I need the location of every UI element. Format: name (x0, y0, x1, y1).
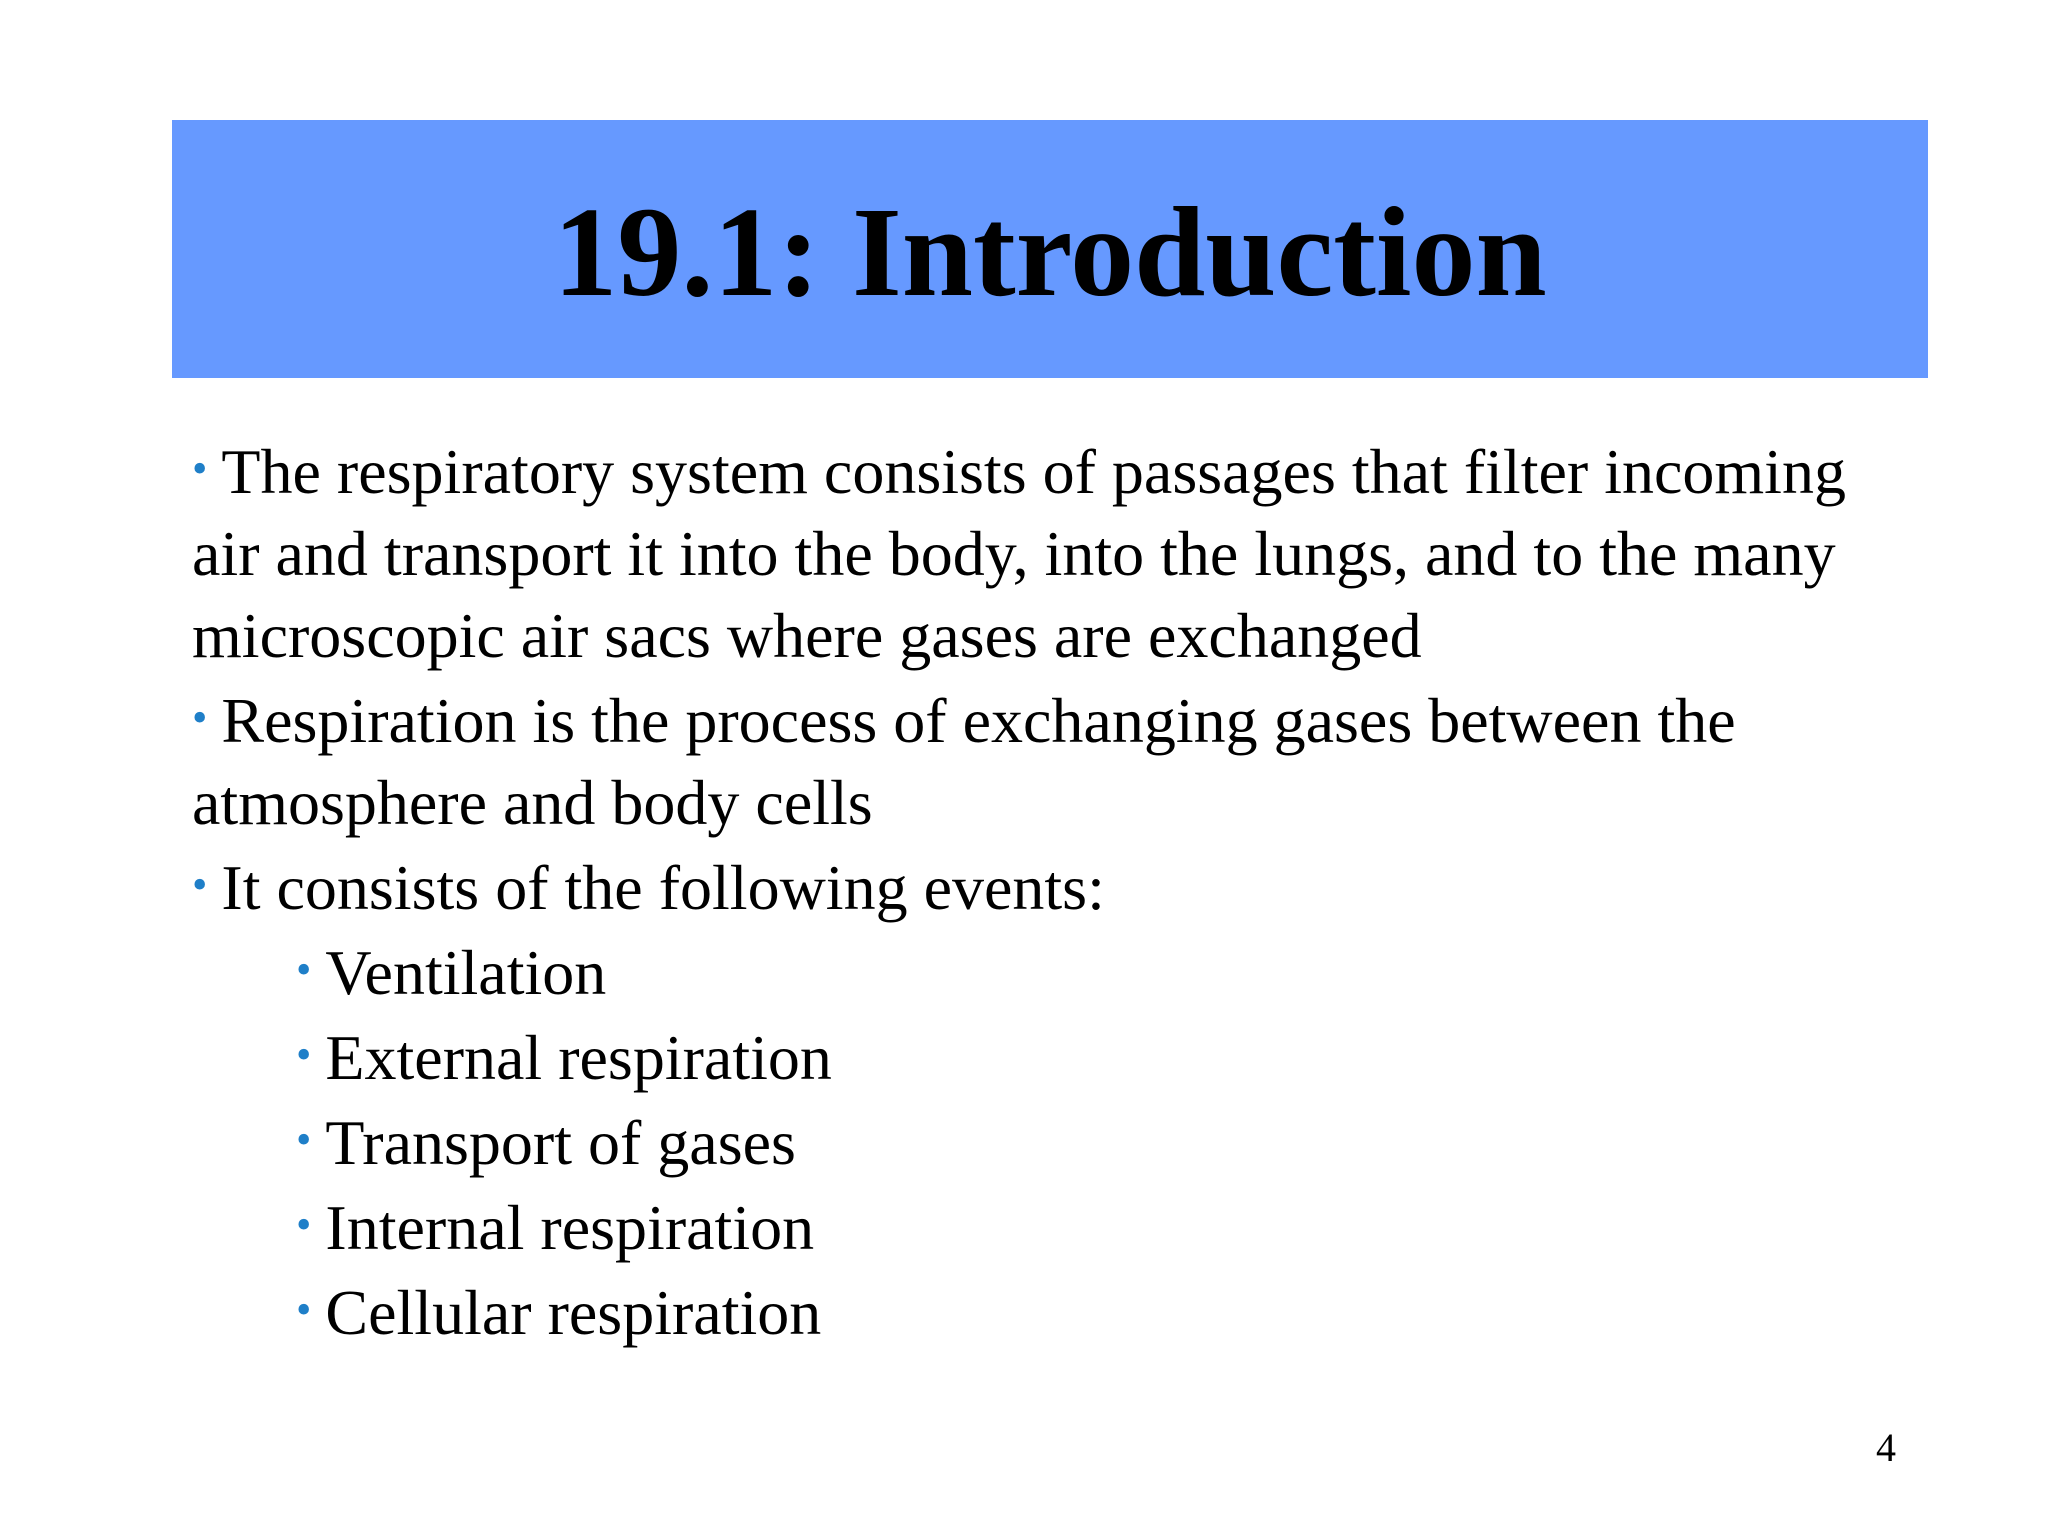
sub-bullet-item-cellular-respiration (296, 1269, 1922, 1354)
bullet-icon: • (296, 1030, 312, 1079)
bullet-text: Respiration is the process of exchanging gases between the atmosphere and body cells (192, 685, 1736, 838)
events-list (192, 929, 1922, 1354)
sub-bullet-text: Transport of gases (325, 1107, 796, 1178)
sub-bullet-item-internal-respiration (296, 1184, 1922, 1269)
bullet-text: The respiratory system consists of passages that filter incoming air and transport it into the body, into the lungs, and to the many microscopic air sacs where gases are exchanged (192, 436, 1846, 671)
bullet-item-respiratory-system (192, 428, 1922, 677)
bullet-icon: • (296, 945, 312, 994)
bullet-icon: • (296, 1115, 312, 1164)
bullet-item-respiration (192, 677, 1922, 844)
sub-bullet-text: Ventilation (325, 937, 607, 1008)
sub-bullet-item-external-respiration (296, 1014, 1922, 1099)
bullet-icon: • (296, 1200, 312, 1249)
bullet-icon: • (192, 860, 208, 909)
page-number: 4 (1876, 1425, 1896, 1470)
sub-bullet-item-ventilation (296, 929, 1922, 1014)
slide-body (192, 428, 1922, 1354)
title-bar (172, 120, 1928, 378)
bullet-icon: • (192, 693, 208, 742)
bullet-icon: • (296, 1285, 312, 1334)
bullet-icon: • (192, 444, 208, 493)
sub-bullet-item-transport-of-gases (296, 1099, 1922, 1184)
sub-bullet-text: Internal respiration (325, 1192, 815, 1263)
sub-bullet-text: Cellular respiration (325, 1277, 822, 1348)
slide-title: 19.1: Introduction (553, 181, 1547, 323)
bullet-text: It consists of the following events: (221, 852, 1105, 923)
sub-bullet-text: External respiration (325, 1022, 832, 1093)
bullet-item-events (192, 844, 1922, 929)
